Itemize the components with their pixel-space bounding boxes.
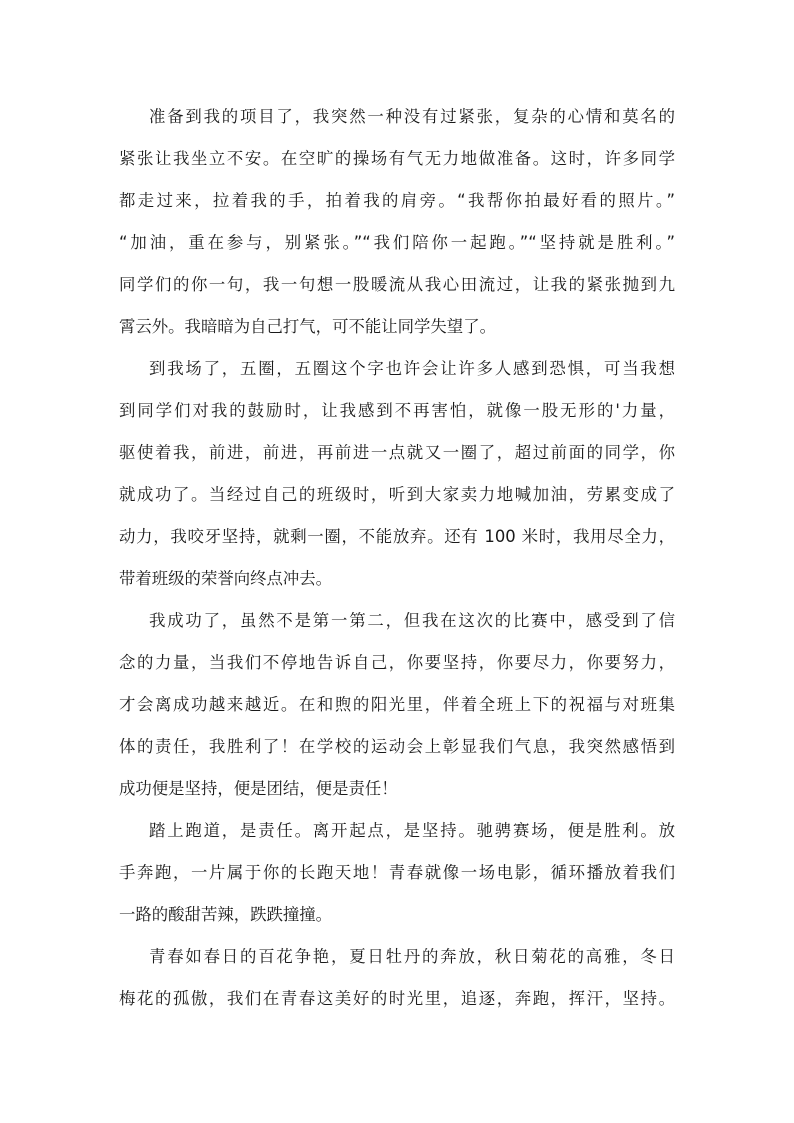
text-line: 动力，我咬牙坚持，就剩一圈，不能放弃。还有 100 米时，我用尽全力，	[119, 527, 675, 546]
paragraph-1	[119, 96, 675, 348]
text-line: 青春如春日的百花争艳，夏日牡丹的奔放，秋日菊花的高雅，冬日	[149, 947, 675, 966]
text-line: 才会离成功越来越近。在和煦的阳光里，伴着全班上下的祝福与对班集	[119, 695, 675, 714]
text-line: “加油，重在参与，别紧张。”“我们陪你一起跑。”“坚持就是胜利。”	[119, 233, 675, 252]
paragraph-2	[119, 348, 675, 600]
text-line: 成功便是坚持，便是团结，便是责任！	[119, 779, 398, 798]
text-line: 紧张让我坐立不安。在空旷的操场有气无力地做准备。这时，许多同学	[119, 149, 675, 168]
paragraph-5	[119, 936, 675, 1020]
text-line: 霄云外。我暗暗为自己打气，可不能让同学失望了。	[119, 317, 496, 336]
text-line: 就成功了。当经过自己的班级时，听到大家卖力地喊加油，劳累变成了	[119, 485, 675, 504]
text-line: 到同学们对我的鼓励时，让我感到不再害怕，就像一股无形的'力量，	[119, 401, 675, 420]
text-line: 同学们的你一句，我一句想一股暖流从我心田流过，让我的紧张抛到九	[119, 275, 675, 294]
text-line: 驱使着我，前进，前进，再前进一点就又一圈了，超过前面的同学，你	[119, 443, 675, 462]
text-line: 念的力量，当我们不停地告诉自己，你要坚持，你要尽力，你要努力，	[119, 653, 675, 672]
text-line: 一路的酸甜苦辣，跌跌撞撞。	[119, 905, 333, 924]
text-line: 到我场了，五圈，五圈这个字也许会让许多人感到恐惧，可当我想	[149, 359, 675, 378]
text-line: 梅花的孤傲，我们在青春这美好的时光里，追逐，奔跑，挥汗，坚持。	[119, 989, 675, 1008]
document-page	[119, 96, 675, 1020]
text-line: 我成功了，虽然不是第一第二，但我在这次的比赛中，感受到了信	[149, 611, 675, 630]
text-line: 手奔跑，一片属于你的长跑天地！青春就像一场电影，循环播放着我们	[119, 863, 675, 882]
text-line: 准备到我的项目了，我突然一种没有过紧张，复杂的心情和莫名的	[149, 107, 675, 126]
text-line: 踏上跑道，是责任。离开起点，是坚持。驰骋赛场，便是胜利。放	[149, 821, 675, 840]
paragraph-3	[119, 600, 675, 810]
text-line: 都走过来，拉着我的手，拍着我的肩旁。“我帮你拍最好看的照片。”	[119, 191, 675, 210]
text-line: 带着班级的荣誉向终点冲去。	[119, 569, 333, 588]
paragraph-4	[119, 810, 675, 936]
text-line: 体的责任，我胜利了！在学校的运动会上彰显我们气息，我突然感悟到	[119, 737, 675, 756]
